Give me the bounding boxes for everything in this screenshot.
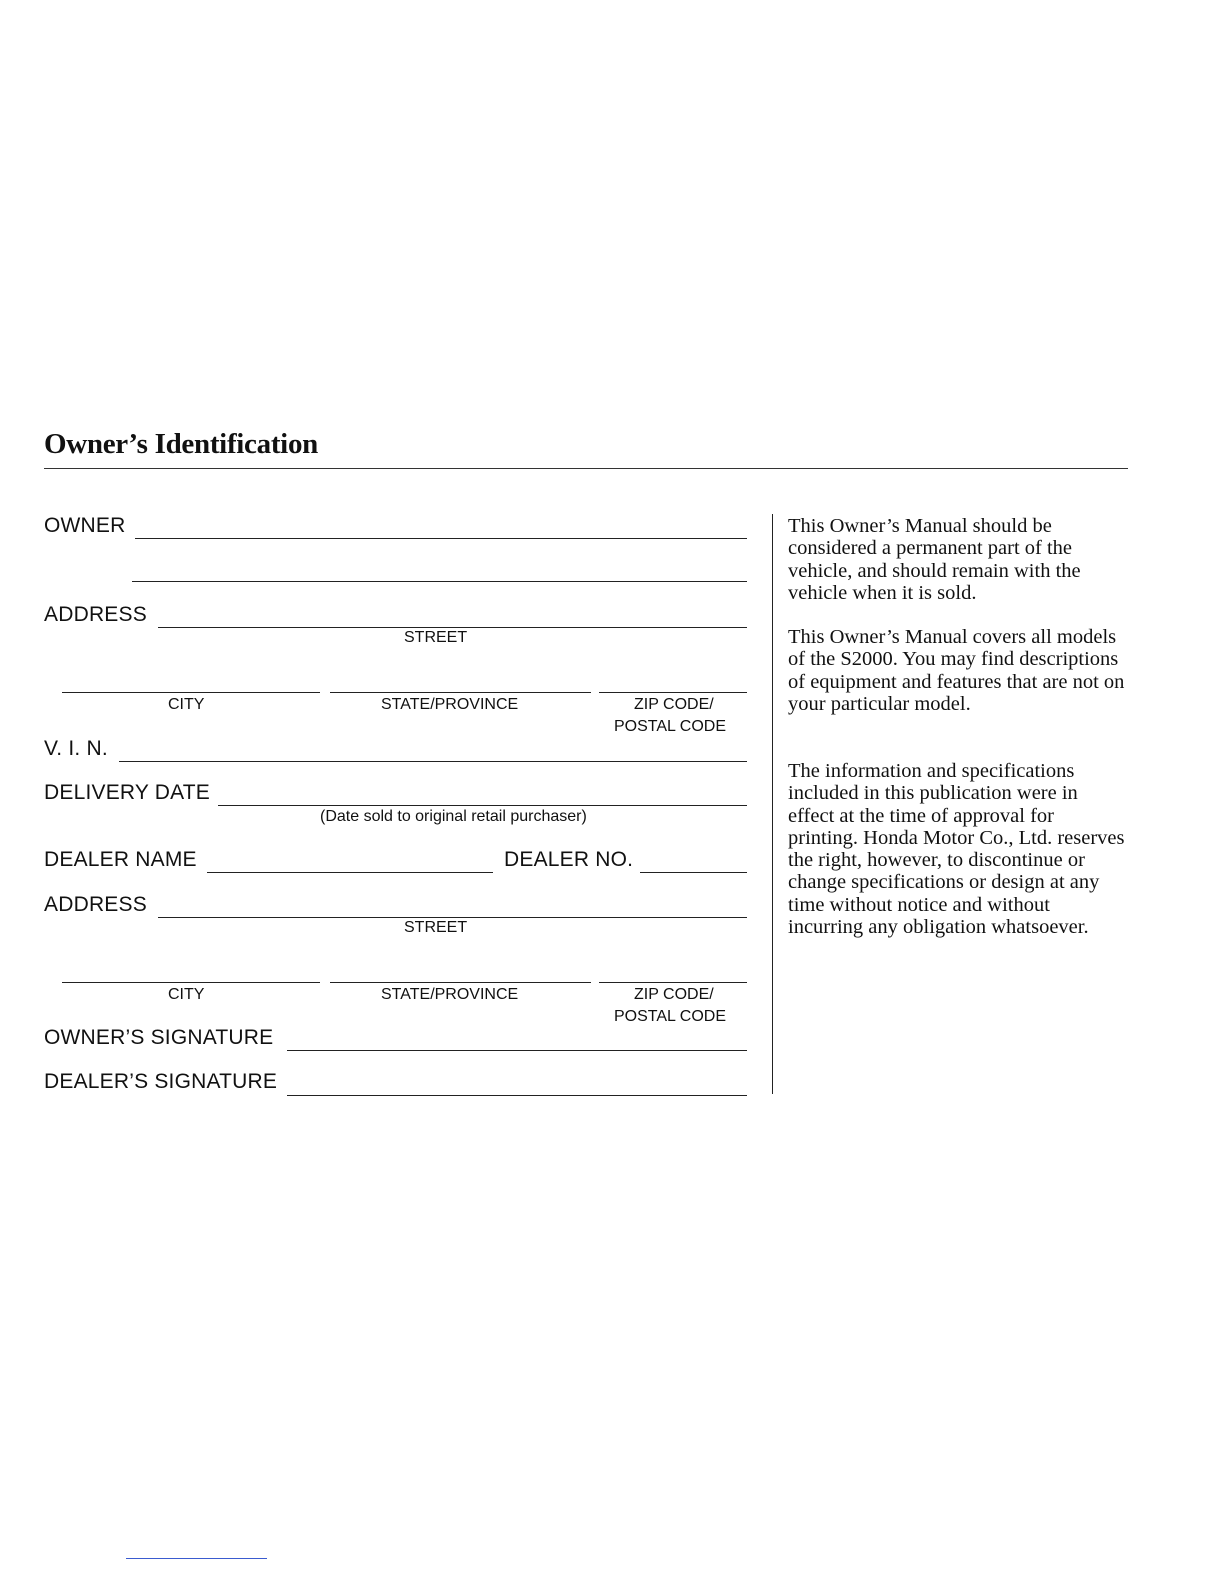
delivery-date-label: DELIVERY DATE [44,781,210,804]
dealer-name-label: DEALER NAME [44,848,197,871]
vin-label: V. I. N. [44,737,108,760]
dealer-address-label: ADDRESS [44,893,147,916]
owner-zip-caption-2: POSTAL CODE [614,718,727,735]
notice-paragraph-2: This Owner’s Manual covers all models of the S2000. You may find descriptions of equipment and features that are not on your particular model. [788,626,1125,715]
delivery-date-caption: (Date sold to original retail purchaser) [320,808,587,825]
dealer-signature-line[interactable] [287,1095,747,1096]
header-rule [44,468,1128,469]
vin-field-line[interactable] [119,761,747,762]
dealer-no-line[interactable] [640,872,747,873]
bottom-link-underline [126,1558,267,1559]
owner-street-caption: STREET [404,629,468,646]
owner-field-line[interactable] [135,538,747,539]
owner-city-caption: CITY [168,696,205,713]
owner-street-line[interactable] [158,627,747,628]
owner-signature-label: OWNER’S SIGNATURE [44,1026,274,1049]
owner-label: OWNER [44,514,126,537]
owner-state-line[interactable] [330,692,591,693]
dealer-signature-label: DEALER’S SIGNATURE [44,1070,278,1093]
notice-paragraph-1: This Owner’s Manual should be considered a permanent part of the vehicle, and should remain with the vehicle when it is sold. [788,515,1081,604]
dealer-city-caption: CITY [168,986,205,1003]
owner-city-line[interactable] [62,692,320,693]
dealer-state-caption: STATE/PROVINCE [381,986,519,1003]
owner-field-line-2[interactable] [132,581,747,582]
owner-state-caption: STATE/PROVINCE [381,696,519,713]
dealer-name-line[interactable] [207,872,493,873]
column-divider [772,514,773,1094]
page-title: Owner’s Identification [44,428,318,460]
owner-signature-line[interactable] [287,1050,747,1051]
notice-paragraph-3: The information and specifications included in this publication were in effect at the time of approval for printing. Honda Motor Co., Ltd. reserves the right, however, to discontinue or change specifications or design at any time without notice and without incurring any obligation whatsoever. [788,760,1125,939]
dealer-street-line[interactable] [158,917,747,918]
dealer-zip-line[interactable] [599,982,747,983]
owner-address-label: ADDRESS [44,603,147,626]
owner-zip-caption-1: ZIP CODE/ [634,696,714,713]
dealer-no-label: DEALER NO. [504,848,634,871]
delivery-date-line[interactable] [218,805,747,806]
dealer-street-caption: STREET [404,919,468,936]
dealer-zip-caption-2: POSTAL CODE [614,1008,727,1025]
dealer-zip-caption-1: ZIP CODE/ [634,986,714,1003]
dealer-state-line[interactable] [330,982,591,983]
dealer-city-line[interactable] [62,982,320,983]
owner-zip-line[interactable] [599,692,747,693]
